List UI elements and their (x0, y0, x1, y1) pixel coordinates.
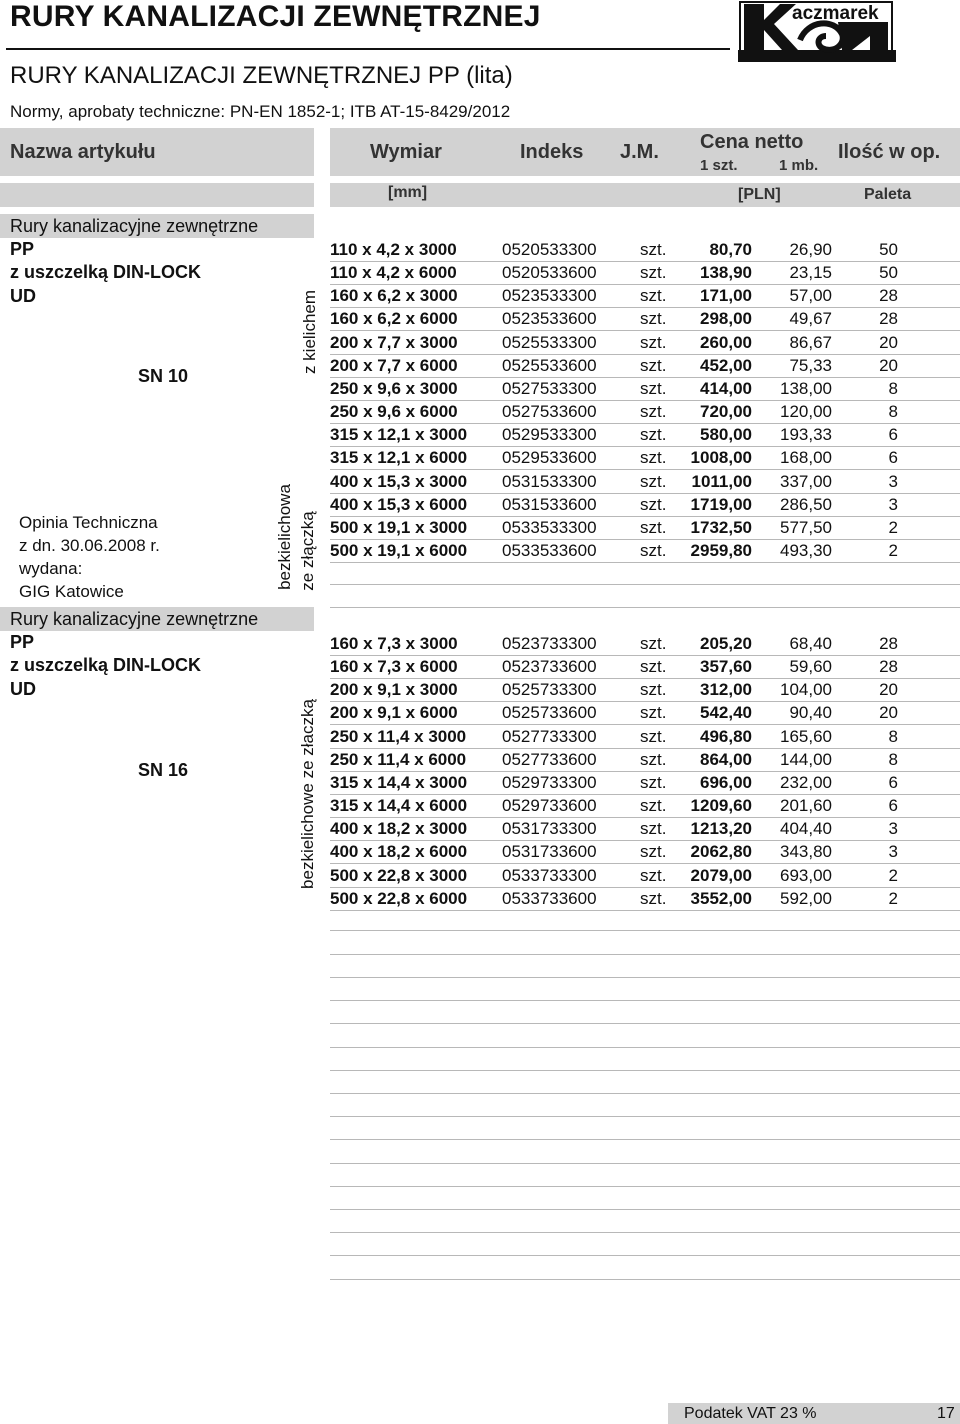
row-price-meter: 168,00 (780, 448, 832, 468)
row-price-meter: 90,40 (789, 703, 832, 723)
blank-row-line (330, 1186, 960, 1187)
row-qty: 3 (888, 471, 898, 491)
row-unit: szt. (640, 796, 667, 816)
row-dimension: 500 x 22,8 x 3000 (330, 865, 468, 885)
header-price-per-meter: 1 mb. (779, 157, 819, 174)
page-subtitle: RURY KANALIZACJI ZEWNĘTRZNEJ PP (lita) (10, 62, 513, 89)
row-price-meter: 75,33 (789, 355, 832, 375)
row-price-meter: 193,33 (780, 425, 832, 445)
table-row (330, 400, 960, 424)
socket-label: z kielichem (300, 289, 319, 375)
row-index: 0527733600 (502, 749, 597, 769)
header-name: Nazwa artykułu (10, 141, 156, 163)
blank-row-line (330, 1047, 960, 1048)
group-material: PP (10, 632, 35, 652)
row-unit: szt. (640, 703, 667, 723)
row-unit: szt. (640, 263, 667, 283)
blank-row-line (330, 1116, 960, 1117)
size-unit: [mm] (388, 184, 428, 201)
row-dimension: 400 x 15,3 x 6000 (330, 494, 468, 514)
row-qty: 2 (888, 517, 898, 537)
row-price-piece: 542,40 (700, 703, 752, 723)
row-qty: 6 (888, 796, 898, 816)
row-dimension: 315 x 14,4 x 6000 (330, 796, 468, 816)
row-unit: szt. (640, 309, 667, 329)
table-row (330, 354, 960, 378)
row-index: 0531733600 (502, 842, 597, 862)
row-price-piece: 3552,00 (690, 888, 752, 908)
row-price-meter: 23,15 (789, 263, 832, 283)
row-index: 0525733300 (502, 680, 597, 700)
row-unit: szt. (640, 888, 667, 908)
blank-row-line (330, 1000, 960, 1001)
coupler-label: bezkielichowe ze złaczką (298, 699, 317, 889)
blank-row-line (330, 1023, 960, 1024)
table-row (330, 771, 960, 795)
row-qty: 50 (879, 240, 898, 259)
coupler-label-line2: ze złączką (298, 511, 317, 591)
row-qty: 8 (888, 378, 898, 398)
group-type: UD (10, 286, 36, 306)
row-price-meter: 59,60 (789, 657, 832, 677)
table-row (330, 238, 960, 262)
blank-row-line (330, 1255, 960, 1256)
header-price-per-piece: 1 szt. (700, 157, 738, 174)
row-price-piece: 205,20 (700, 634, 752, 653)
table-row (330, 725, 960, 749)
row-price-piece: 580,00 (700, 425, 752, 445)
row-qty: 28 (879, 309, 898, 329)
table-row (330, 748, 960, 772)
row-index: 0529733600 (502, 796, 597, 816)
row-unit: szt. (640, 749, 667, 769)
row-price-piece: 1011,00 (691, 471, 752, 491)
row-price-piece: 414,00 (700, 378, 752, 398)
blank-row-line (330, 1232, 960, 1233)
row-index: 0525733600 (502, 703, 597, 723)
row-index: 0527533300 (502, 378, 597, 398)
blank-row-line (330, 1070, 960, 1071)
row-dimension: 400 x 18,2 x 6000 (330, 842, 468, 862)
row-index: 0520533600 (502, 263, 597, 283)
row-index: 0523733600 (502, 657, 597, 677)
row-price-piece: 1008,00 (690, 448, 752, 468)
row-price-piece: 452,00 (700, 355, 752, 375)
norms-line: Normy, aprobaty techniczne: PN-EN 1852-1; ITB AT-15-8429/2012 (10, 102, 511, 121)
row-qty: 6 (888, 448, 898, 468)
blank-row-line (330, 1093, 960, 1094)
row-unit: szt. (640, 657, 667, 677)
group-material: PP (10, 239, 35, 259)
row-qty: 8 (888, 749, 898, 769)
group-name: Rury kanalizacyjne zewnętrzne (10, 216, 259, 236)
row-price-piece: 720,00 (700, 402, 752, 422)
row-unit: szt. (640, 355, 667, 375)
row-unit: szt. (640, 540, 667, 560)
row-index: 0520533300 (502, 240, 597, 259)
row-index: 0525533300 (502, 332, 597, 352)
coupler-label-line1: bezkielichowa (275, 484, 294, 590)
row-dimension: 400 x 18,2 x 3000 (330, 819, 468, 839)
table-row (330, 632, 960, 656)
opinion-line: wydana: (19, 559, 83, 578)
row-qty: 20 (879, 355, 898, 375)
row-price-piece: 1732,50 (690, 517, 752, 537)
row-price-meter: 138,00 (780, 378, 832, 398)
row-price-meter: 49,67 (789, 309, 832, 329)
row-unit: szt. (640, 634, 667, 653)
header-unit: J.M. (620, 141, 659, 163)
row-index: 0527533600 (502, 402, 597, 422)
table-row (330, 284, 960, 308)
row-qty: 20 (879, 703, 898, 723)
opinion-line: GIG Katowice (19, 582, 124, 601)
row-index: 0529533600 (502, 448, 597, 468)
row-index: 0529533300 (502, 425, 597, 445)
table-row (330, 701, 960, 725)
row-unit: szt. (640, 471, 667, 491)
row-price-piece: 171,00 (700, 286, 752, 306)
row-dimension: 160 x 7,3 x 6000 (330, 657, 458, 677)
group-seal: z uszczelką DIN-LOCK (10, 655, 202, 675)
row-price-meter: 343,80 (780, 842, 832, 862)
row-price-piece: 312,00 (700, 680, 752, 700)
row-dimension: 250 x 9,6 x 6000 (330, 402, 458, 422)
row-qty: 3 (888, 842, 898, 862)
row-qty: 20 (879, 332, 898, 352)
row-dimension: 250 x 11,4 x 3000 (330, 726, 467, 746)
header-qty: Ilość w op. (838, 141, 941, 163)
table-row (330, 516, 960, 540)
row-index: 0527733300 (502, 726, 597, 746)
row-dimension: 500 x 22,8 x 6000 (330, 888, 468, 908)
row-qty: 28 (879, 657, 898, 677)
row-dimension: 400 x 15,3 x 3000 (330, 471, 468, 491)
row-dimension: 315 x 12,1 x 3000 (330, 425, 468, 445)
logo-graphic (738, 0, 896, 62)
row-qty: 6 (888, 425, 898, 445)
row-price-meter: 86,67 (789, 332, 832, 352)
units-header-bar (0, 183, 960, 207)
row-dimension: 110 x 4,2 x 3000 (330, 240, 457, 259)
row-unit: szt. (640, 517, 667, 537)
row-unit: szt. (640, 448, 667, 468)
stiffness-class: SN 10 (138, 366, 189, 386)
group-name: Rury kanalizacyjne zewnętrzne (10, 609, 259, 629)
row-unit: szt. (640, 402, 667, 422)
row-price-meter: 57,00 (789, 286, 832, 306)
row-qty: 50 (879, 263, 898, 283)
blank-row-line (330, 607, 960, 608)
row-price-piece: 1213,20 (690, 819, 752, 839)
row-qty: 2 (888, 888, 898, 908)
row-price-piece: 1209,60 (690, 796, 752, 816)
row-qty: 8 (888, 402, 898, 422)
vat-note: Podatek VAT 23 % (684, 1405, 817, 1422)
row-price-piece: 1719,00 (690, 494, 752, 514)
blank-row-line (330, 977, 960, 978)
qty-unit: Paleta (864, 186, 912, 203)
table-row (330, 261, 960, 285)
page-number: 17 (937, 1405, 955, 1422)
row-qty: 6 (888, 772, 898, 792)
table-row (330, 331, 960, 355)
row-price-meter: 286,50 (780, 494, 832, 514)
row-index: 0533533600 (502, 540, 597, 560)
row-price-meter: 404,40 (780, 819, 832, 839)
row-index: 0523733300 (502, 634, 597, 653)
row-price-meter: 337,00 (780, 471, 832, 491)
table-row (330, 377, 960, 401)
row-price-meter: 26,90 (789, 240, 832, 259)
row-price-meter: 693,00 (780, 865, 832, 885)
table-row (330, 493, 960, 517)
table-row (330, 840, 960, 864)
row-dimension: 250 x 11,4 x 6000 (330, 749, 467, 769)
row-price-meter: 120,00 (780, 402, 832, 422)
row-price-piece: 298,00 (700, 309, 752, 329)
blank-row-line (330, 930, 960, 931)
row-unit: szt. (640, 842, 667, 862)
row-dimension: 160 x 6,2 x 6000 (330, 309, 458, 329)
table-row (330, 539, 960, 563)
company-logo (738, 0, 896, 62)
page-title: RURY KANALIZACJI ZEWNĘTRZNEJ (10, 0, 541, 33)
row-dimension: 110 x 4,2 x 6000 (330, 263, 457, 283)
group-seal: z uszczelką DIN-LOCK (10, 262, 202, 282)
row-index: 0533533300 (502, 517, 597, 537)
row-qty: 3 (888, 494, 898, 514)
row-qty: 28 (879, 634, 898, 653)
row-dimension: 200 x 7,7 x 3000 (330, 332, 458, 352)
row-price-piece: 260,00 (700, 332, 752, 352)
row-unit: szt. (640, 425, 667, 445)
header-size: Wymiar (370, 141, 442, 163)
table-row (330, 817, 960, 841)
logo-wordmark: aczmarek (792, 3, 879, 24)
row-index: 0523533300 (502, 286, 597, 306)
blank-row-line (330, 584, 960, 585)
header-separator (314, 128, 330, 210)
row-unit: szt. (640, 819, 667, 839)
blank-row-line (330, 1163, 960, 1164)
row-unit: szt. (640, 286, 667, 306)
row-price-meter: 165,60 (780, 726, 832, 746)
row-unit: szt. (640, 240, 667, 259)
row-price-meter: 104,00 (780, 680, 832, 700)
row-price-piece: 2062,80 (690, 842, 752, 862)
row-index: 0523533600 (502, 309, 597, 329)
table-row (330, 887, 960, 911)
row-price-piece: 696,00 (700, 772, 752, 792)
row-index: 0533733300 (502, 865, 597, 885)
blank-row-line (330, 1139, 960, 1140)
group-type: UD (10, 679, 36, 699)
row-dimension: 250 x 9,6 x 3000 (330, 378, 458, 398)
row-unit: szt. (640, 332, 667, 352)
row-qty: 8 (888, 726, 898, 746)
row-qty: 28 (879, 286, 898, 306)
blank-row-line (330, 1209, 960, 1210)
price-unit: [PLN] (738, 186, 781, 203)
row-dimension: 200 x 9,1 x 6000 (330, 703, 458, 723)
row-price-piece: 864,00 (700, 749, 752, 769)
row-unit: szt. (640, 865, 667, 885)
row-unit: szt. (640, 772, 667, 792)
row-index: 0529733300 (502, 772, 597, 792)
row-price-piece: 138,90 (700, 263, 752, 283)
opinion-line: z dn. 30.06.2008 r. (19, 536, 160, 555)
row-price-piece: 2959,80 (690, 540, 752, 560)
row-dimension: 500 x 19,1 x 3000 (330, 517, 468, 537)
row-dimension: 160 x 6,2 x 3000 (330, 286, 458, 306)
row-index: 0531533300 (502, 471, 597, 491)
row-price-meter: 577,50 (780, 517, 832, 537)
header-index: Indeks (520, 141, 584, 163)
table-row (330, 678, 960, 702)
row-price-piece: 80,70 (709, 240, 752, 259)
row-price-piece: 2079,00 (690, 865, 752, 885)
row-price-meter: 232,00 (780, 772, 832, 792)
row-dimension: 315 x 12,1 x 6000 (330, 448, 468, 468)
table-row (330, 794, 960, 818)
row-price-meter: 592,00 (780, 888, 832, 908)
blank-row-line (330, 954, 960, 955)
row-qty: 20 (879, 680, 898, 700)
row-unit: szt. (640, 680, 667, 700)
row-unit: szt. (640, 378, 667, 398)
row-unit: szt. (640, 494, 667, 514)
row-qty: 2 (888, 540, 898, 560)
row-unit: szt. (640, 726, 667, 746)
table-row (330, 423, 960, 447)
row-price-meter: 493,30 (780, 540, 832, 560)
row-dimension: 315 x 14,4 x 3000 (330, 772, 468, 792)
row-index: 0533733600 (502, 888, 597, 908)
row-dimension: 200 x 9,1 x 3000 (330, 680, 458, 700)
row-index: 0531733300 (502, 819, 597, 839)
row-price-meter: 144,00 (780, 749, 832, 769)
row-dimension: 500 x 19,1 x 6000 (330, 540, 468, 560)
table-row (330, 307, 960, 331)
table-row (330, 655, 960, 679)
stiffness-class: SN 16 (138, 760, 189, 780)
row-price-meter: 201,60 (780, 796, 832, 816)
opinion-line: Opinia Techniczna (19, 513, 158, 532)
row-price-meter: 68,40 (789, 634, 832, 653)
table-row (330, 446, 960, 470)
row-dimension: 200 x 7,7 x 6000 (330, 355, 458, 375)
row-qty: 2 (888, 865, 898, 885)
title-rule (6, 48, 730, 50)
row-price-piece: 496,80 (700, 726, 752, 746)
row-index: 0525533600 (502, 355, 597, 375)
row-qty: 3 (888, 819, 898, 839)
blank-row-line (330, 1279, 960, 1280)
row-price-piece: 357,60 (700, 657, 752, 677)
row-index: 0531533600 (502, 494, 597, 514)
table-row (330, 470, 960, 494)
table-row (330, 864, 960, 888)
row-dimension: 160 x 7,3 x 3000 (330, 634, 458, 653)
header-price: Cena netto (700, 131, 804, 153)
